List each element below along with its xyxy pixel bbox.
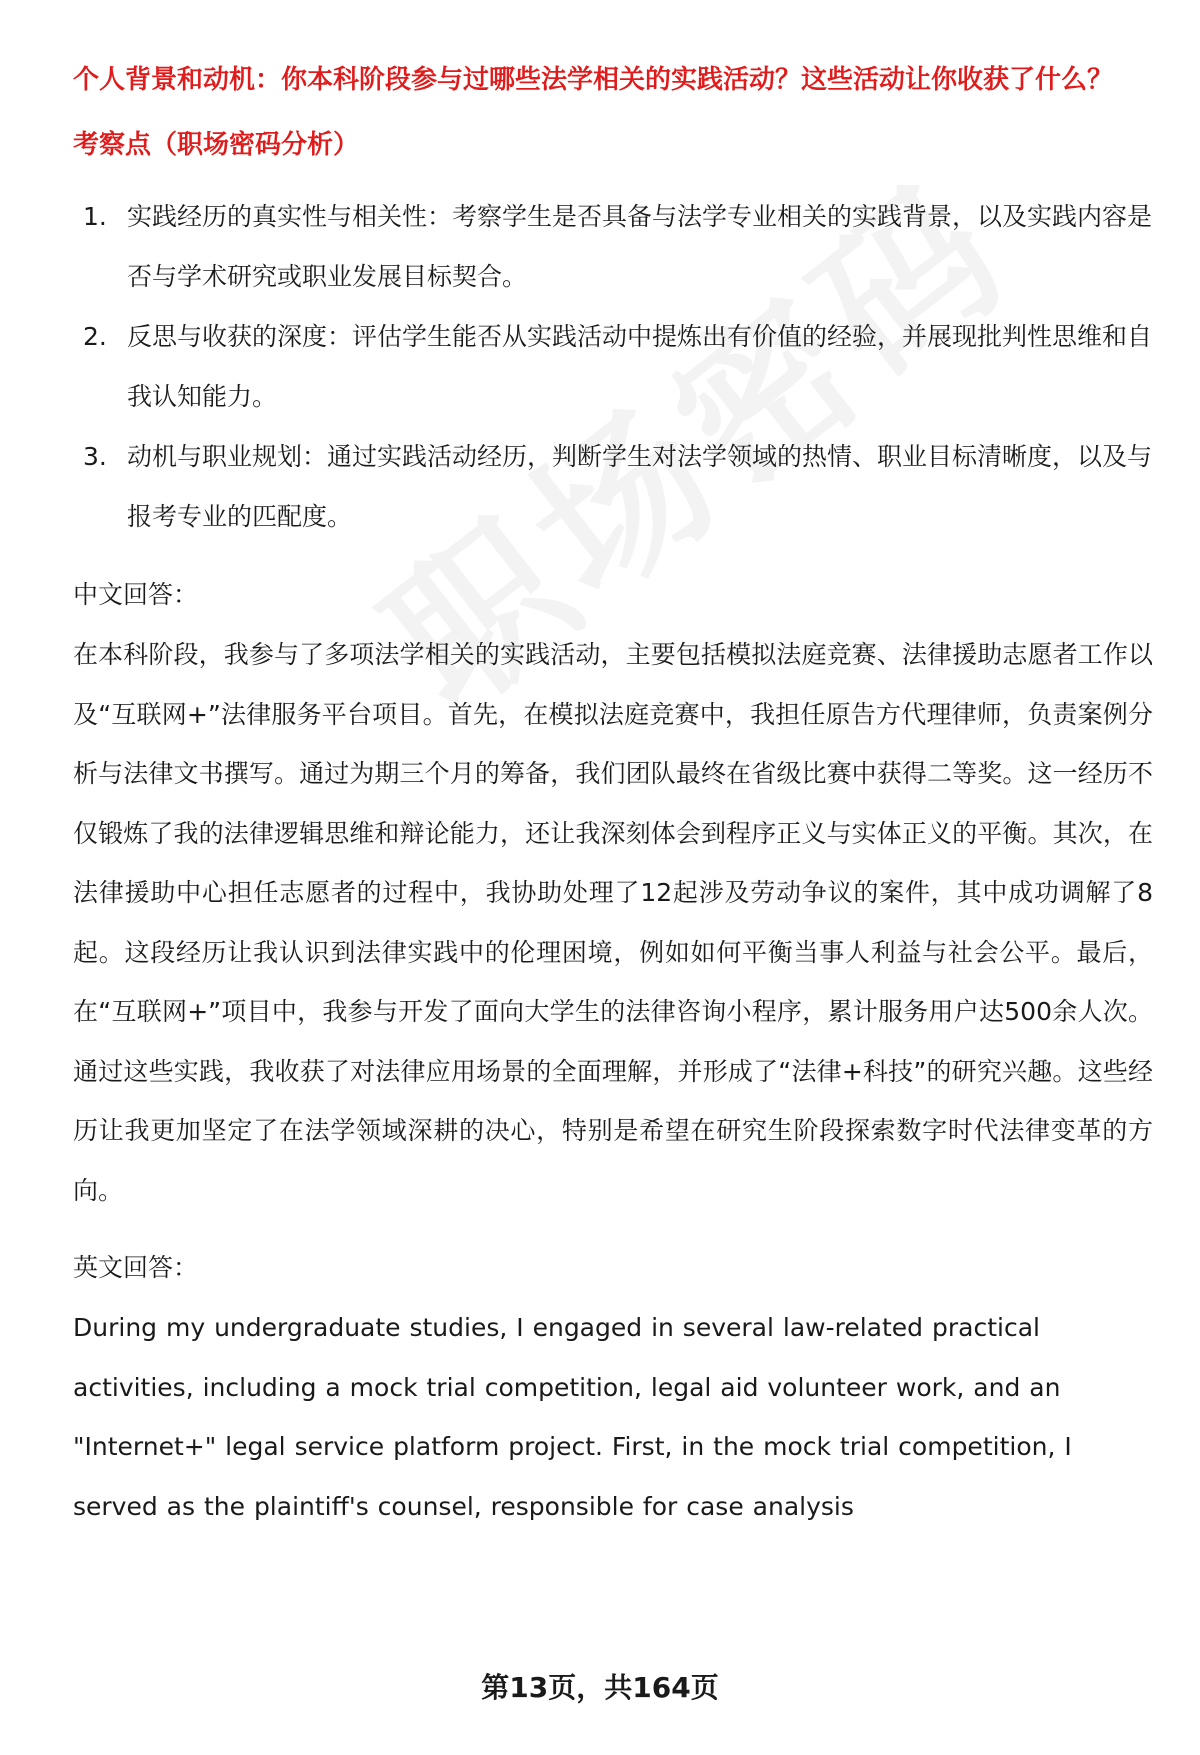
chinese-answer-label: 中文回答： bbox=[73, 580, 199, 609]
focus-points-heading: 考察点（职场密码分析） bbox=[73, 130, 360, 160]
focus-point-item bbox=[73, 307, 1153, 427]
english-answer-text: During my undergraduate studies, I engaged in several law-related practical activities, including a mock trial competition, legal aid volunteer work, and an "Internet+" legal service platform project. First, in the mock trial competition, I served as the plaintiff's counsel, responsible for case analysis bbox=[73, 1313, 1072, 1521]
focus-point-item bbox=[73, 427, 1153, 547]
focus-points-list bbox=[73, 187, 1153, 547]
chinese-answer-text: 在本科阶段，我参与了多项法学相关的实践活动，主要包括模拟法庭竞赛、法律援助志愿者工作以及“互联网+”法律服务平台项目。首先，在模拟法庭竞赛中，我担任原告方代理律师，负责案例分析与法律文书撰写。通过为期三个月的筹备，我们团队最终在省级比赛中获得二等奖。这一经历不仅锻炼了我的法律逻辑思维和辩论能力，还让我深刻体会到程序正义与实体正义的平衡。其次，在法律援助中心担任志愿者的过程中，我协助处理了12起涉及劳动争议的案件，其中成功调解了8起。这段经历让我认识到法律实践中的伦理困境，例如如何平衡当事人利益与社会公平。最后，在“互联网+”项目中，我参与开发了面向大学生的法律咨询小程序，累计服务用户达500余人次。通过这些实践，我收获了对法律应用场景的全面理解，并形成了“法律+科技”的研究兴趣。这些经历让我更加坚定了在法学领域深耕的决心，特别是希望在研究生阶段探索数字时代法律变革的方向。 bbox=[73, 640, 1153, 1205]
focus-point-number: 2. bbox=[83, 322, 107, 351]
focus-point-text: 反思与收获的深度：评估学生能否从实践活动中提炼出有价值的经验，并展现批判性思维和自我认知能力。 bbox=[127, 322, 1153, 411]
question-heading: 个人背景和动机：你本科阶段参与过哪些法学相关的实践活动？这些活动让你收获了什么？ bbox=[73, 65, 1114, 95]
focus-point-text: 动机与职业规划：通过实践活动经历，判断学生对法学领域的热情、职业目标清晰度，以及与报考专业的匹配度。 bbox=[127, 442, 1153, 531]
focus-point-text: 实践经历的真实性与相关性：考察学生是否具备与法学专业相关的实践背景，以及实践内容是否与学术研究或职业发展目标契合。 bbox=[127, 202, 1153, 291]
focus-point-item bbox=[73, 187, 1153, 307]
focus-point-number: 1. bbox=[83, 202, 107, 231]
english-answer-label: 英文回答： bbox=[73, 1253, 199, 1282]
page-number-footer: 第13页，共164页 bbox=[481, 1671, 719, 1704]
focus-point-number: 3. bbox=[83, 442, 107, 471]
main-content bbox=[73, 58, 1153, 1536]
